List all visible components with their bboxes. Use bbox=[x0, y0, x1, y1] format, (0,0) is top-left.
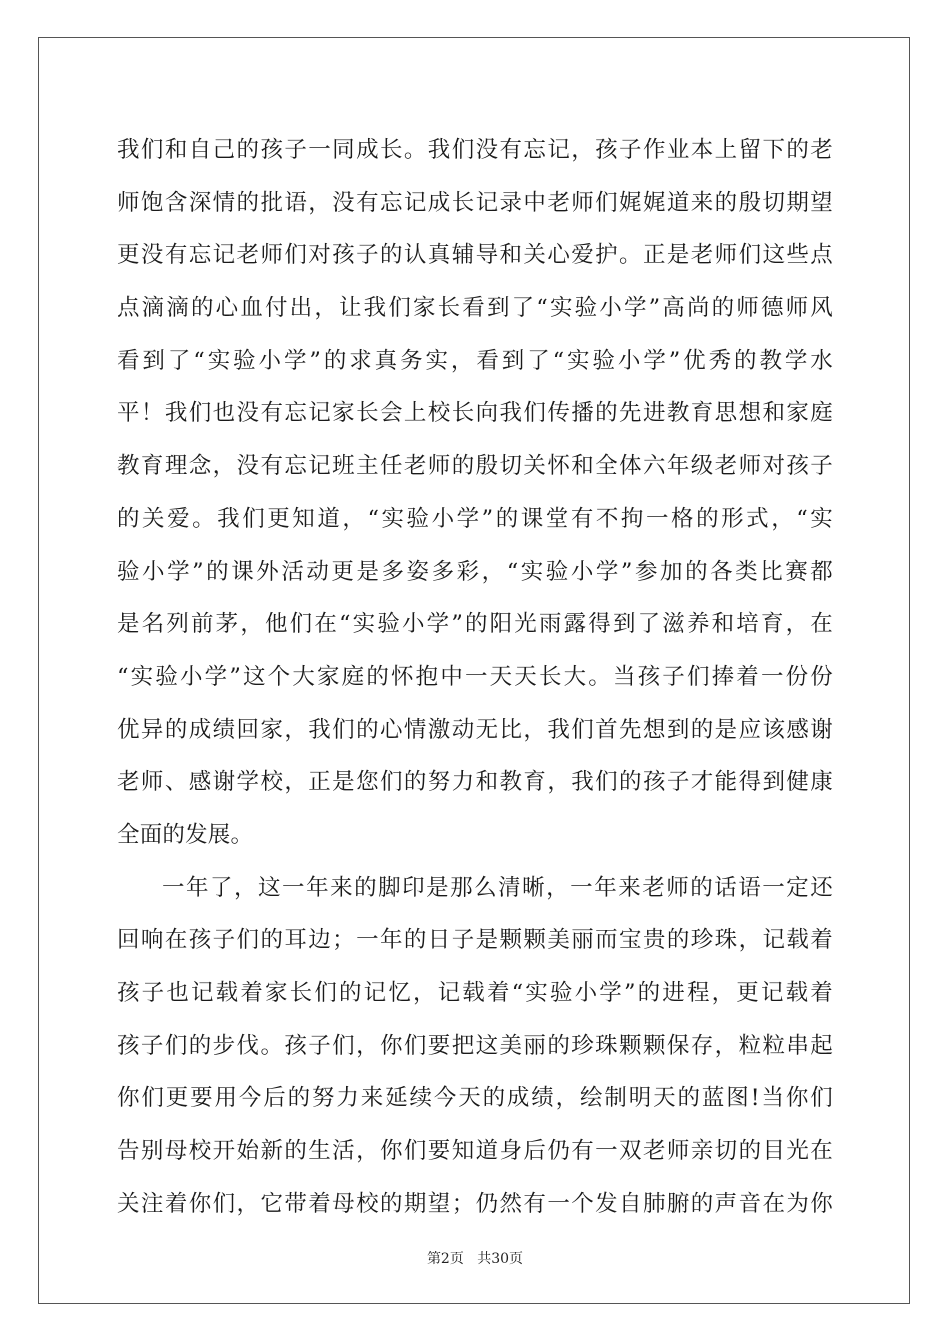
text-line: 点滴滴的心血付出，让我们家长看到了“实验小学”高尚的师德师风 bbox=[117, 295, 833, 322]
text-line: 孩子们的步伐。孩子们，你们要把这美丽的珍珠颗颗保存，粒粒串起 bbox=[117, 1032, 833, 1059]
text-line: 我们和自己的孩子一同成长。我们没有忘记，孩子作业本上留下的老 bbox=[117, 137, 833, 163]
text-line: 优异的成绩回家，我们的心情激动无比，我们首先想到的是应该感谢 bbox=[117, 716, 833, 743]
document-body bbox=[117, 124, 833, 1230]
text-line: “实验小学”这个大家庭的怀抱中一天天长大。当孩子们捧着一份份 bbox=[117, 663, 833, 690]
current-page-number: 第2页 bbox=[426, 1251, 464, 1267]
paragraph-1 bbox=[117, 124, 833, 862]
text-line: 教育理念，没有忘记班主任老师的殷切关怀和全体六年级老师对孩子 bbox=[117, 453, 833, 480]
text-line: 的关爱。我们更知道，“实验小学”的课堂有不拘一格的形式，“实 bbox=[117, 505, 833, 532]
text-line: 老师、感谢学校，正是您们的努力和教育，我们的孩子才能得到健康 bbox=[117, 769, 833, 796]
page-footer bbox=[0, 1248, 950, 1268]
text-line: 一年了，这一年来的脚印是那么清晰，一年来老师的话语一定还 bbox=[162, 874, 833, 901]
text-line: 更没有忘记老师们对孩子的认真辅导和关心爱护。正是老师们这些点 bbox=[117, 242, 833, 269]
text-line: 全面的发展。 bbox=[117, 821, 254, 848]
text-line: 告别母校开始新的生活，你们要知道身后仍有一双老师亲切的目光在 bbox=[117, 1138, 833, 1165]
text-line: 是名列前茅，他们在“实验小学”的阳光雨露得到了滋养和培育，在 bbox=[117, 611, 833, 638]
text-line: 关注着你们，它带着母校的期望；仍然有一个发自肺腑的声音在为你 bbox=[117, 1190, 833, 1217]
total-pages: 共30页 bbox=[477, 1251, 524, 1267]
text-line: 回响在孩子们的耳边；一年的日子是颗颗美丽而宝贵的珍珠，记载着 bbox=[117, 927, 833, 954]
text-line: 你们更要用今后的努力来延续今天的成绩，绘制明天的蓝图!当你们 bbox=[117, 1085, 833, 1112]
text-line: 验小学”的课外活动更是多姿多彩，“实验小学”参加的各类比赛都 bbox=[117, 558, 833, 585]
text-line: 看到了“实验小学”的求真务实，看到了“实验小学”优秀的教学水 bbox=[117, 347, 833, 374]
text-line: 师饱含深情的批语，没有忘记成长记录中老师们娓娓道来的殷切期望 bbox=[117, 189, 833, 216]
text-line: 平！我们也没有忘记家长会上校长向我们传播的先进教育思想和家庭 bbox=[117, 400, 833, 427]
paragraph-2 bbox=[117, 862, 833, 1231]
text-line: 孩子也记载着家长们的记忆，记载着“实验小学”的进程，更记载着 bbox=[117, 980, 833, 1006]
